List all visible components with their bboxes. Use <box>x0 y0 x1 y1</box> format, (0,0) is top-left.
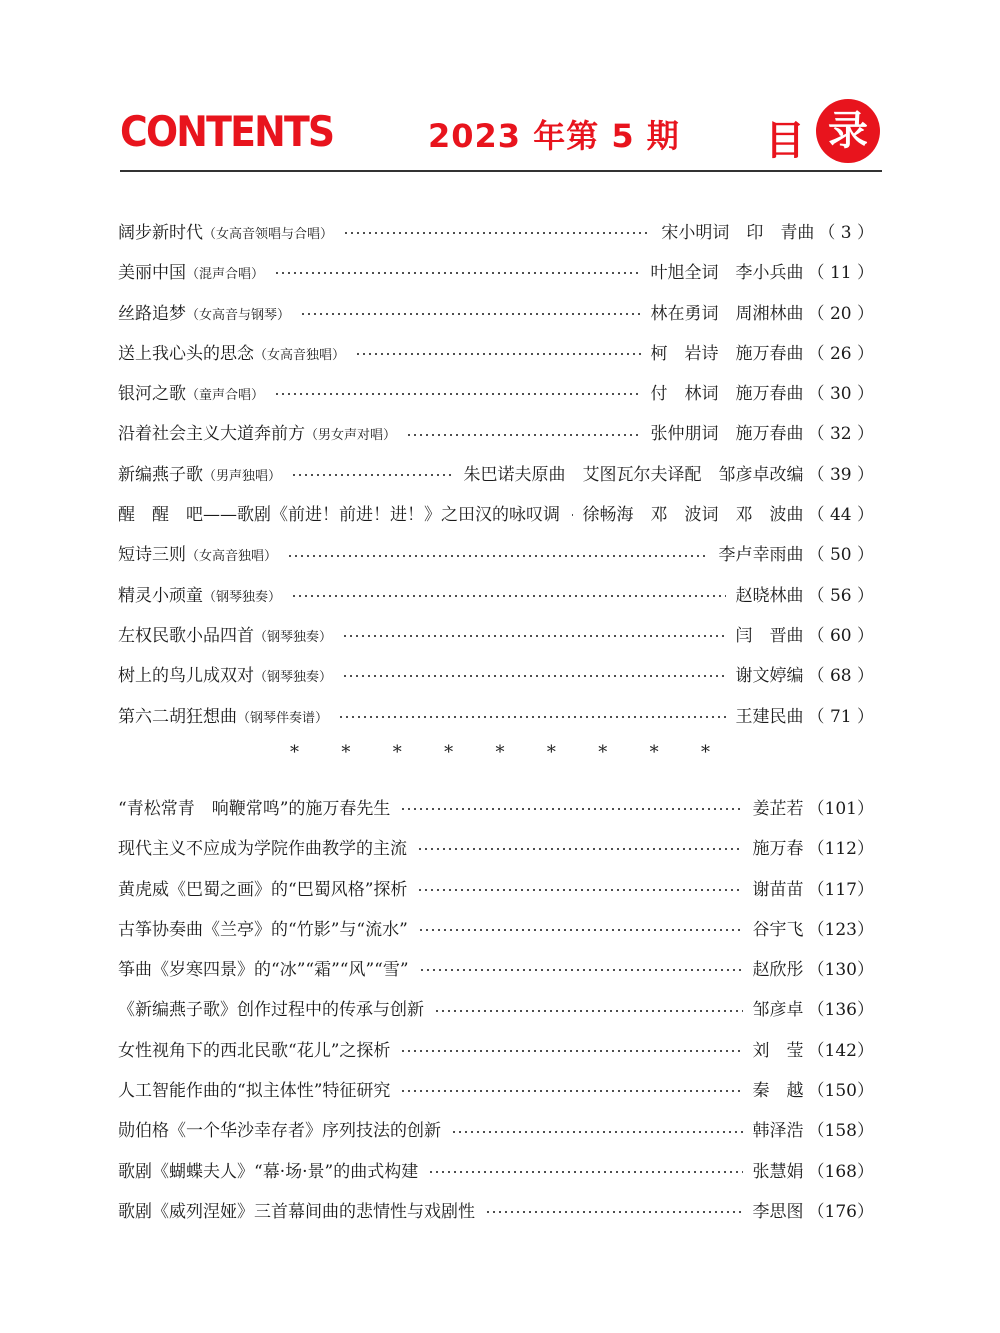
entry-note: （女高音领唱与合唱） <box>203 227 334 242</box>
entry-author: 刘 莹 <box>752 1040 804 1061</box>
entry-title: 精灵小顽童 <box>118 585 203 606</box>
entry-author: 徐畅海 邓 波词 邓 波曲 <box>582 505 804 526</box>
toc-entry[interactable] <box>118 1111 874 1151</box>
entry-author: 李思图 <box>752 1201 804 1222</box>
leader-dots <box>355 352 641 356</box>
entry-author: 邹彦卓 <box>752 1000 804 1021</box>
toc-entry[interactable] <box>118 950 874 990</box>
entry-author: 姜芷若 <box>752 799 804 819</box>
leader-dots <box>338 715 726 719</box>
separator-star: * <box>701 742 710 763</box>
entry-author: 赵欣彤 <box>752 960 804 981</box>
leader-dots <box>485 1210 743 1214</box>
toc-entry[interactable] <box>118 253 874 293</box>
toc-entry[interactable] <box>118 535 874 575</box>
entry-title: 勋伯格《一个华沙幸存者》序列技法的创新 <box>118 1121 441 1142</box>
entry-page: （ 30 ） <box>807 384 874 405</box>
toc-entry[interactable] <box>118 697 874 737</box>
entry-page: （123） <box>807 919 874 940</box>
entry-title: 新编燕子歌 <box>118 464 203 485</box>
entry-title: 美丽中国 <box>118 263 186 284</box>
entry-title: 歌剧《蝴蝶夫人》“幕·场·景”的曲式构建 <box>118 1161 419 1182</box>
entry-title: 丝路追梦 <box>118 303 186 324</box>
toc-entry[interactable] <box>118 213 874 253</box>
leader-dots <box>274 271 641 275</box>
leader-dots <box>291 473 454 477</box>
leader-dots <box>300 312 641 316</box>
entry-page: （136） <box>807 1000 874 1021</box>
leader-dots <box>400 807 742 811</box>
entry-author: 谢苗苗 <box>752 879 804 900</box>
leader-dots <box>274 392 641 396</box>
entry-page: （168） <box>807 1161 874 1182</box>
entry-title: 醒 醒 吧——歌剧《前进！前进！进！》之田汉的咏叹调 <box>118 505 560 526</box>
entry-page: （ 60 ） <box>807 625 874 646</box>
entry-author: 施万春 <box>752 839 804 860</box>
leader-dots <box>419 968 743 972</box>
contents-label: CONTENTS <box>120 107 334 156</box>
entry-note: （童声合唱） <box>186 388 265 404</box>
entry-title: 送上我心头的思念 <box>118 343 254 364</box>
entry-page: （ 68 ） <box>807 666 874 687</box>
toc-entry[interactable] <box>118 1031 874 1071</box>
toc-entry[interactable] <box>118 616 874 656</box>
entry-title: 树上的鸟儿成双对 <box>118 666 254 687</box>
entry-note: （女高音与钢琴） <box>186 307 291 323</box>
entry-author: 张慧娟 <box>752 1161 804 1182</box>
entry-page: （ 50 ） <box>807 545 874 566</box>
toc-entry[interactable] <box>118 1192 874 1232</box>
entry-title: 歌剧《威列涅娅》三首幕间曲的悲情性与戏剧性 <box>118 1201 475 1222</box>
toc-section-articles <box>118 789 874 1232</box>
entry-title: 人工智能作曲的“拟主体性”特征研究 <box>118 1081 391 1102</box>
entry-author: 谢文婷编 <box>735 666 804 687</box>
entry-page: （ 11 ） <box>807 263 874 284</box>
entry-page: （ 20 ） <box>807 303 874 324</box>
leader-dots <box>291 594 726 598</box>
toc-entry[interactable] <box>118 334 874 374</box>
toc-entry[interactable] <box>118 414 874 454</box>
entry-page: （ 3 ） <box>818 223 874 243</box>
entry-title: 阔步新时代 <box>118 223 203 243</box>
leader-dots <box>418 928 743 932</box>
toc-entry[interactable] <box>118 789 874 829</box>
leader-dots <box>342 634 726 638</box>
entry-note: （钢琴独奏） <box>254 670 333 686</box>
entry-title: 短诗三则 <box>118 545 186 566</box>
entry-page: （ 26 ） <box>807 343 874 364</box>
entry-note: （钢琴伴奏谱） <box>237 710 329 726</box>
mulu-circle-character: 录 <box>816 99 880 163</box>
toc-entry[interactable] <box>118 576 874 616</box>
entry-page: （ 32 ） <box>807 424 874 445</box>
entry-page: （ 44 ） <box>807 505 874 526</box>
toc-entry[interactable] <box>118 829 874 869</box>
entry-title: 现代主义不应成为学院作曲教学的主流 <box>118 839 407 860</box>
entry-author: 谷宇飞 <box>752 919 804 940</box>
leader-dots <box>428 1170 742 1174</box>
entry-title: 黄虎威《巴蜀之画》的“巴蜀风格”探析 <box>118 879 408 900</box>
entry-note: （女高音独唱） <box>186 549 278 565</box>
entry-title: 第六二胡狂想曲 <box>118 706 237 727</box>
entry-page: （130） <box>807 960 874 981</box>
entry-author: 柯 岩诗 施万春曲 <box>650 343 804 364</box>
issue-label: 2023 年第 5 期 <box>428 117 680 155</box>
entry-page: （142） <box>807 1040 874 1061</box>
leader-dots <box>417 888 742 892</box>
separator-star: * <box>290 742 299 763</box>
leader-dots <box>287 554 709 558</box>
leader-dots <box>451 1130 743 1134</box>
leader-dots <box>342 674 726 678</box>
entry-author: 闫 晋曲 <box>735 625 804 646</box>
leader-dots <box>570 513 573 517</box>
entry-page: （ 39 ） <box>807 464 874 485</box>
toc-entry[interactable] <box>118 1071 874 1111</box>
entry-author: 韩泽浩 <box>752 1121 804 1142</box>
entry-author: 朱巴诺夫原曲 艾图瓦尔夫译配 邹彦卓改编 <box>463 464 804 485</box>
toc-entry[interactable] <box>118 495 874 535</box>
entry-author: 张仲朋词 施万春曲 <box>650 424 804 445</box>
entry-note: （男女声对唱） <box>305 428 397 444</box>
separator-star: * <box>546 742 556 763</box>
entry-page: （112） <box>807 839 874 860</box>
entry-page: （176） <box>807 1201 874 1222</box>
toc-entry[interactable] <box>118 1152 874 1192</box>
leader-dots <box>434 1009 743 1013</box>
entry-note: （混声合唱） <box>186 267 265 283</box>
separator-star: * <box>444 742 454 763</box>
toc-section-scores <box>118 213 874 737</box>
entry-author: 王建民曲 <box>735 706 804 727</box>
entry-page: （150） <box>807 1081 874 1102</box>
entry-page: （158） <box>807 1121 874 1142</box>
entry-note: （钢琴独奏） <box>203 589 282 605</box>
entry-title: 银河之歌 <box>118 384 186 405</box>
entry-author: 宋小明词 印 青曲 <box>661 223 815 243</box>
entry-note: （男声独唱） <box>203 468 282 484</box>
entry-title: 左权民歌小品四首 <box>118 625 254 646</box>
entry-title: 《新编燕子歌》创作过程中的传承与创新 <box>118 1000 424 1021</box>
mulu-character: 目 <box>765 118 805 164</box>
entry-author: 赵晓林曲 <box>735 585 804 606</box>
separator-star: * <box>495 742 505 763</box>
toc-entry[interactable] <box>118 374 874 414</box>
leader-dots <box>417 847 743 851</box>
leader-dots <box>400 1089 742 1093</box>
entry-page: （ 71 ） <box>807 706 874 727</box>
entry-title: 沿着社会主义大道奔前方 <box>118 424 305 445</box>
toc-entry[interactable] <box>118 455 874 495</box>
entry-page: （117） <box>807 879 874 900</box>
leader-dots <box>406 433 641 437</box>
section-separator <box>290 742 710 763</box>
toc-entry[interactable] <box>118 870 874 910</box>
entry-note: （女高音独唱） <box>254 347 346 363</box>
entry-author: 林在勇词 周湘林曲 <box>650 303 804 324</box>
separator-star: * <box>649 742 659 763</box>
entry-page: （101） <box>807 799 874 819</box>
entry-author: 李卢幸雨曲 <box>718 545 804 566</box>
entry-author: 叶旭全词 李小兵曲 <box>650 263 804 284</box>
toc-header <box>120 95 882 171</box>
toc-entry[interactable] <box>118 910 874 950</box>
leader-dots <box>343 231 651 235</box>
header-divider <box>120 170 882 172</box>
entry-title: 女性视角下的西北民歌“花儿”之探析 <box>118 1040 391 1061</box>
toc-entry[interactable] <box>118 294 874 334</box>
separator-star: * <box>392 742 402 763</box>
leader-dots <box>400 1049 742 1053</box>
entry-note: （钢琴独奏） <box>254 629 333 645</box>
toc-entry[interactable] <box>118 656 874 696</box>
entry-author: 付 林词 施万春曲 <box>650 384 804 405</box>
toc-entry[interactable] <box>118 990 874 1030</box>
entry-author: 秦 越 <box>752 1081 804 1102</box>
entry-page: （ 56 ） <box>807 585 874 606</box>
entry-title: “青松常青 响鞭常鸣”的施万春先生 <box>118 799 391 819</box>
separator-star: * <box>341 742 351 763</box>
entry-title: 古筝协奏曲《兰亭》的“竹影”与“流水” <box>118 919 408 940</box>
separator-star: * <box>598 742 608 763</box>
entry-title: 筝曲《岁寒四景》的“冰”“霜”“风”“雪” <box>118 960 409 981</box>
